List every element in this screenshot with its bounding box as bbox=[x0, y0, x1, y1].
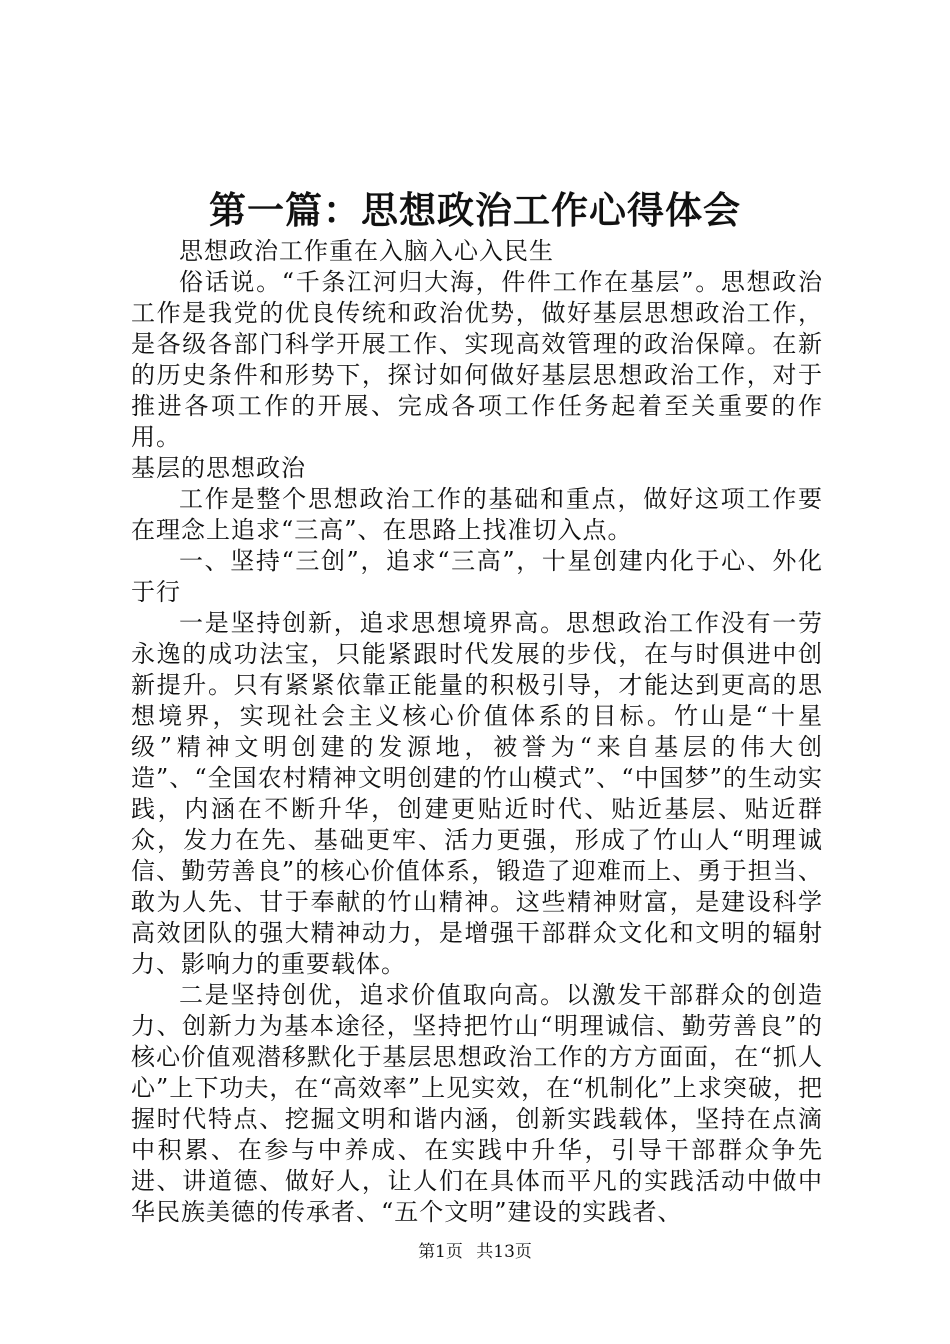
paragraph-subtitle: 思想政治工作重在入脑入心入民生 bbox=[179, 237, 554, 265]
page-number: 第1页 bbox=[418, 1242, 463, 1262]
page-total: 共13页 bbox=[476, 1242, 532, 1262]
paragraph-excellence: 二是坚持创优，追求价值取向高。以激发干部群众的创造力、创新力为基本途径，坚持把竹山“明理诚信、勤劳善良”的核心价值观潜移默化于基层思想政治工作的方方面面，在“抓人心”上下功夫，在“高效率”上见实效，在“机制化”上求突破，把握时代特点、挖掘文明和谐内涵，创新实践载体，坚持在点滴中积累、在参与中养成、在实践中升华，引导干部群众争先进、讲道德、做好人，让人们在具体而平凡的实践活动中做中华民族美德的传承者、“五个文明”建设的实践者、 bbox=[131, 981, 823, 1226]
document-title: 第一篇：思想政治工作心得体会 bbox=[209, 188, 741, 232]
document-body bbox=[131, 236, 823, 1228]
paragraph-fragment: 基层的思想政治 bbox=[131, 454, 306, 482]
section-heading-1: 一、坚持“三创”，追求“三高”，十星创建内化于心、外化于行 bbox=[131, 547, 823, 606]
page-footer bbox=[0, 1240, 950, 1264]
paragraph-intro: 俗话说。“千条江河归大海，件件工作在基层”。思想政治工作是我党的优良传统和政治优势，做好基层思想政治工作，是各级各部门科学开展工作、实现高效管理的政治保障。在新的历史条件和形势下，探讨如何做好基层思想政治工作，对于推进各项工作的开展、完成各项工作任务起着至关重要的作用。 bbox=[131, 268, 823, 451]
paragraph-innovation: 一是坚持创新，追求思想境界高。思想政治工作没有一劳永逸的成功法宝，只能紧跟时代发展的步伐，在与时俱进中创新提升。只有紧紧依靠正能量的积极引导，才能达到更高的思想境界，实现社会主义核心价值体系的目标。竹山是“十星级”精神文明创建的发源地，被誉为“来自基层的伟大创造”、“全国农村精神文明创建的竹山模式”、“中国梦”的生动实践，内涵在不断升华，创建更贴近时代、贴近基层、贴近群众，发力在先、基础更牢、活力更强，形成了竹山人“明理诚信、勤劳善良”的核心价值体系，锻造了迎难而上、勇于担当、敢为人先、甘于奉献的竹山精神。这些精神财富，是建设科学高效团队的强大精神动力，是增强干部群众文化和文明的辐射力、影响力的重要载体。 bbox=[131, 609, 823, 978]
paragraph-foundation: 工作是整个思想政治工作的基础和重点，做好这项工作要在理念上追求“三高”、在思路上找准切入点。 bbox=[131, 485, 823, 544]
